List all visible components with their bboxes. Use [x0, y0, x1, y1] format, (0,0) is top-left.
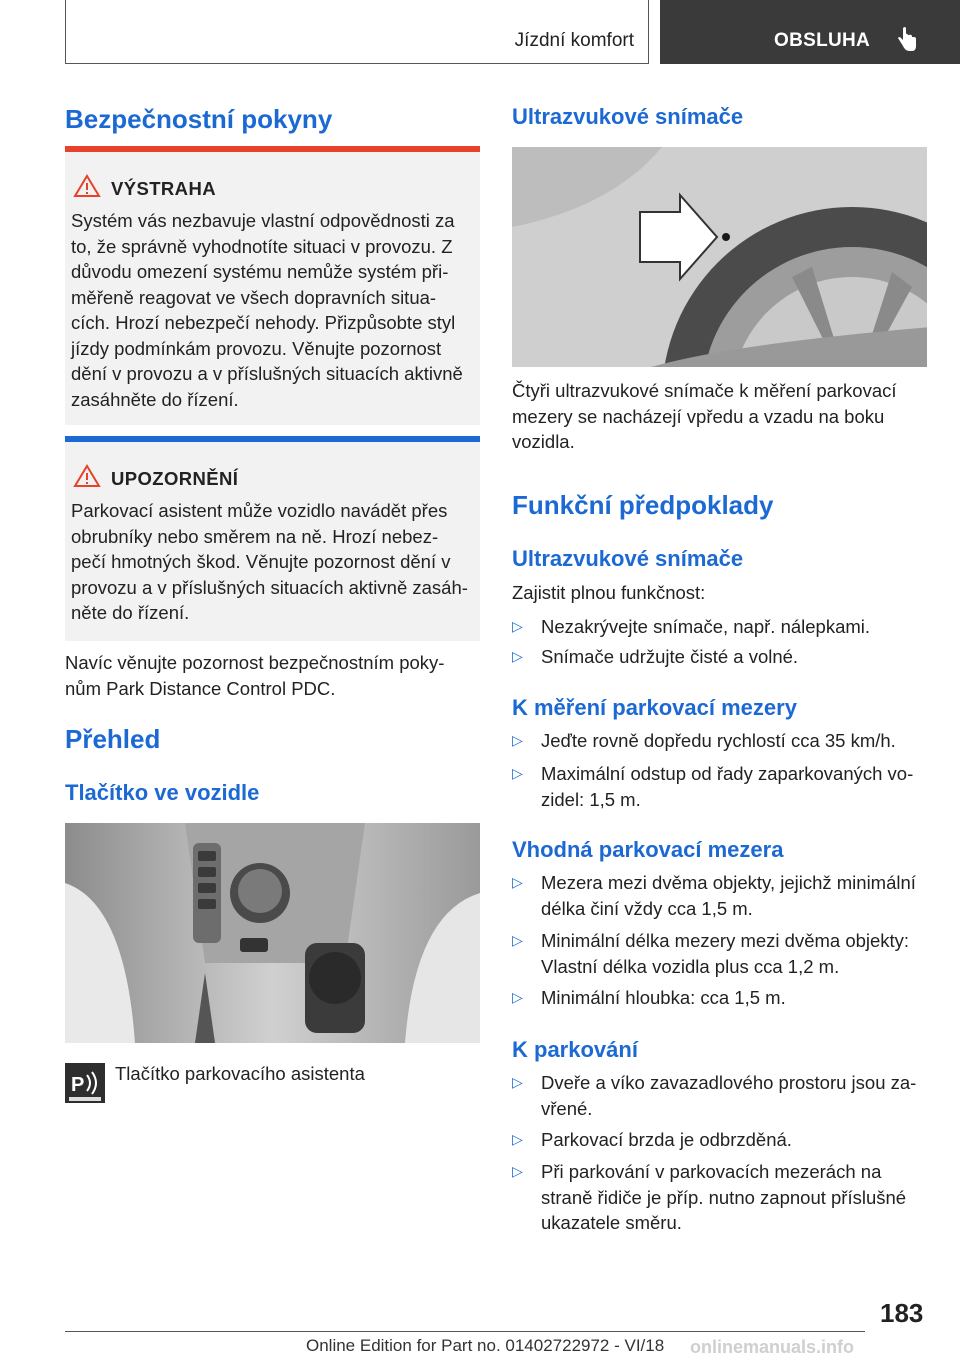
bullet-marker: ▷ — [512, 989, 523, 1005]
notice-line: provozu a v příslušných situacích aktivně zasáh- — [71, 576, 468, 598]
list-item-text: Jeďte rovně dopředu rychlostí cca 35 km/h. — [541, 730, 896, 751]
list-item-text: Při parkování v parkovacích mezerách na straně řidiče je příp. nutno zapnout příslušné ukazatele směru. — [541, 1161, 907, 1233]
svg-text:P: P — [71, 1074, 85, 1096]
bullet-marker: ▷ — [512, 765, 523, 781]
warning-triangle-icon — [73, 174, 101, 198]
bullet-marker: ▷ — [512, 1074, 523, 1090]
safety-heading: Bezpečnostní pokyny — [65, 104, 333, 134]
footer-divider — [65, 1331, 865, 1332]
suitable-subheading: Vhodná parkovací mezera — [512, 837, 784, 862]
interior-photo — [65, 823, 480, 1043]
warning-line: zasáhněte do řízení. — [71, 388, 239, 410]
header-chapter-label: OBSLUHA — [774, 30, 871, 51]
list-item-text: Mezera mezi dvěma objekty, jejichž minimální délka činí vždy cca 1,5 m. — [541, 872, 916, 919]
warning-line: důvodu omezení systému nemůže systém při- — [71, 261, 449, 282]
warning-line: jízdy podmínkám provozu. Věnujte pozornost — [71, 337, 442, 359]
notice-line: pečí hmotných škod. Věnujte pozornost dění v — [71, 551, 451, 572]
sensor-photo — [512, 147, 927, 367]
bullet-marker: ▷ — [512, 618, 523, 634]
sensors-subheading: Ultrazvukové snímače — [512, 546, 744, 571]
list-item-text: Snímače udržujte čisté a volné. — [541, 646, 799, 667]
list-item-text: Minimální hloubka: cca 1,5 m. — [541, 987, 786, 1008]
parking-subheading: K parkování — [512, 1037, 638, 1062]
notice-box — [65, 436, 480, 641]
warning-text — [71, 208, 476, 412]
pdc-note-line: nům Park Distance Control PDC. — [65, 677, 336, 699]
notice-title: UPOZORNĚNÍ — [111, 468, 239, 489]
header-section-label: Jízdní komfort — [514, 30, 634, 51]
warning-line: měřeně reagovat ve všech dopravních situa- — [71, 286, 437, 308]
notice-line: něte do řízení. — [71, 602, 190, 623]
warning-line: Systém vás nezbavuje vlastní odpovědnosti za — [71, 210, 455, 231]
sensors-description-line: Čtyři ultrazvukové snímače k měření parkovací — [512, 380, 897, 401]
pdc-note-line: Navíc věnujte pozornost bezpečnostním poky- — [65, 652, 445, 673]
warning-line: to, že správně vyhodnotíte situaci v provozu. Z — [71, 235, 453, 257]
overview-heading: Přehled — [65, 724, 161, 754]
warning-triangle-icon — [73, 464, 101, 488]
footer-edition: Online Edition for Part no. 01402722972 - VI/18 — [306, 1336, 665, 1355]
bullet-marker: ▷ — [512, 932, 523, 948]
sensors-description-line: vozidla. — [512, 431, 575, 452]
warning-line: cích. Hrozí nebezpečí nehody. Přizpůsobte styl — [71, 312, 456, 333]
list-item-text: Minimální délka mezery mezi dvěma objekty: Vlastní délka vozidla plus cca 1,2 m. — [541, 930, 910, 977]
notice-line: obrubníky nebo směrem na ně. Hrozí nebez- — [71, 525, 439, 547]
bullet-marker: ▷ — [512, 874, 523, 890]
ensure-text: Zajistit plnou funkčnost: — [512, 582, 706, 603]
header-section-box — [65, 0, 649, 64]
list-item-text: Parkovací brzda je odbrzděná. — [541, 1129, 792, 1150]
sensors-description — [512, 378, 927, 455]
button-heading: Tlačítko ve vozidle — [65, 780, 260, 805]
pdc-note — [65, 650, 480, 701]
sensors-description-line: mezery se nacházejí vpředu a vzadu na boku — [512, 405, 885, 427]
notice-text — [71, 498, 476, 626]
footer-watermark: onlinemanuals.info — [690, 1337, 855, 1357]
warning-title: VÝSTRAHA — [111, 178, 216, 199]
bullet-marker: ▷ — [512, 1131, 523, 1147]
park-assist-icon — [65, 1063, 105, 1103]
notice-line: Parkovací asistent může vozidlo navádět přes — [71, 500, 448, 521]
measure-subheading: K měření parkovací mezery — [512, 695, 797, 720]
sensors-heading: Ultrazvukové snímače — [512, 104, 744, 129]
hand-pointer-icon — [896, 26, 918, 54]
requirements-heading: Funkční předpoklady — [512, 490, 774, 520]
header-chapter-tab — [660, 0, 960, 64]
bullet-marker: ▷ — [512, 1163, 523, 1179]
page-number: 183 — [880, 1298, 924, 1328]
button-caption: Tlačítko parkovacího asistenta — [115, 1063, 365, 1084]
bullet-marker: ▷ — [512, 732, 523, 748]
list-item-text: Nezakrývejte snímače, např. nálepkami. — [541, 616, 871, 637]
warning-box — [65, 146, 480, 425]
list-item-text: Maximální odstup od řady zaparkovaných vo- zidel: 1,5 m. — [541, 763, 914, 810]
list-item-text: Dveře a víko zavazadlového prostoru jsou za- vřené. — [541, 1072, 917, 1119]
bullet-marker: ▷ — [512, 648, 523, 664]
warning-line: dění v provozu a v příslušných situacích aktivně — [71, 363, 463, 384]
